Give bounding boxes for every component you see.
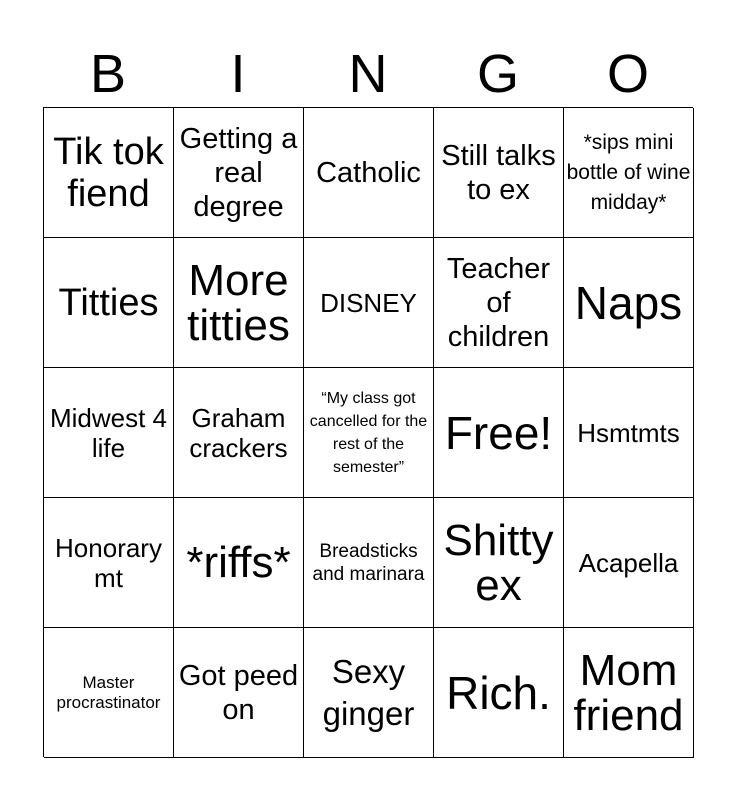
bingo-cell[interactable] [304, 238, 434, 368]
bingo-cell[interactable] [564, 628, 694, 758]
bingo-cell-text: More titties [187, 255, 290, 350]
bingo-cell-text: Tik tok fiend [53, 130, 164, 215]
bingo-cell[interactable] [564, 368, 694, 498]
bingo-cell[interactable] [304, 368, 434, 498]
bingo-cell[interactable] [174, 628, 304, 758]
bingo-cell[interactable] [434, 498, 564, 628]
bingo-cell[interactable] [44, 368, 174, 498]
bingo-cell-text: Naps [574, 276, 683, 329]
header-letter-i: I [230, 44, 246, 104]
bingo-cell[interactable] [304, 108, 434, 238]
header-letter-o: O [606, 44, 649, 104]
bingo-cell[interactable] [174, 108, 304, 238]
bingo-cell[interactable] [44, 108, 174, 238]
bingo-cell-text: Getting a real degree [179, 122, 298, 223]
bingo-cell[interactable] [564, 238, 694, 368]
bingo-cell-text: “My class got cancelled for the rest of the semester” [309, 389, 428, 476]
bingo-cell-text: *riffs* [186, 538, 291, 587]
bingo-cell[interactable] [434, 368, 564, 498]
bingo-cell-text: Acapella [578, 547, 679, 578]
bingo-cell[interactable] [174, 498, 304, 628]
bingo-cell[interactable] [304, 628, 434, 758]
bingo-cell[interactable] [44, 498, 174, 628]
bingo-cell-text: Teacher of children [446, 252, 551, 353]
bingo-cell-text: Sexy ginger [322, 652, 415, 732]
bingo-cell[interactable] [304, 498, 434, 628]
header-letter-b: B [89, 44, 127, 104]
bingo-cell-text: DISNEY [320, 287, 417, 318]
bingo-cell-text: Titties [58, 281, 159, 324]
bingo-cell[interactable] [174, 368, 304, 498]
bingo-cell-text: Free! [444, 406, 553, 459]
header-letter-g: G [476, 44, 519, 104]
bingo-cell[interactable] [44, 628, 174, 758]
bingo-cell-text: Still talks to ex [441, 139, 556, 206]
bingo-cell-text: Got peed on [178, 659, 299, 726]
bingo-cell-text: Shitty ex [443, 515, 554, 610]
bingo-cell[interactable] [434, 108, 564, 238]
bingo-cell-text: Catholic [316, 156, 421, 189]
bingo-cell[interactable] [174, 238, 304, 368]
bingo-cell-text: Rich. [446, 666, 551, 719]
bingo-cell-text: Breadsticks and marinara [312, 540, 425, 585]
bingo-card-grid [43, 107, 693, 757]
bingo-cell-text: Honorary mt [55, 532, 162, 593]
bingo-cell[interactable] [434, 238, 564, 368]
bingo-cell-text: Midwest 4 life [49, 402, 168, 463]
bingo-header [43, 40, 693, 108]
bingo-cell-text: Mom friend [573, 645, 684, 740]
bingo-cell-text: Graham crackers [189, 402, 288, 463]
header-letter-n: N [348, 44, 388, 104]
bingo-cell[interactable] [564, 108, 694, 238]
bingo-cell-text: Master procrastinator [56, 672, 161, 712]
bingo-cell-text: Hsmtmts [577, 417, 680, 448]
bingo-cell[interactable] [44, 238, 174, 368]
bingo-cell-text: *sips mini bottle of wine midday* [566, 130, 691, 214]
bingo-cell[interactable] [564, 498, 694, 628]
bingo-cell[interactable] [434, 628, 564, 758]
